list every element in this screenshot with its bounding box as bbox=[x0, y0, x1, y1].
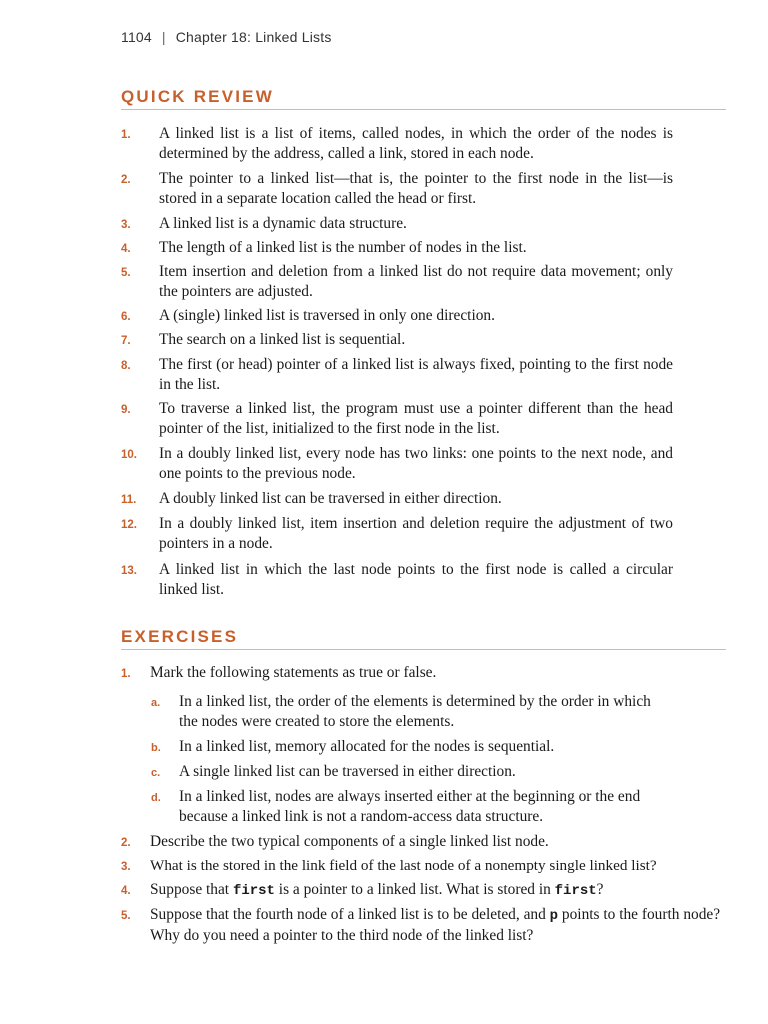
review-item bbox=[121, 262, 673, 302]
exercise-number: 5. bbox=[121, 910, 131, 922]
subitem-letter: d. bbox=[151, 792, 161, 804]
exercise-subitem bbox=[151, 787, 673, 827]
review-item-number: 6. bbox=[121, 311, 131, 323]
exercise-text bbox=[150, 905, 731, 946]
exercise-text: What is the stored in the link field of the last node of a nonempty single linked list? bbox=[150, 857, 657, 874]
exercises-heading: EXERCISES bbox=[121, 627, 239, 646]
code-first: first bbox=[232, 883, 275, 899]
exercise-text: Mark the following statements as true or false. bbox=[150, 664, 437, 681]
exercise-subitem bbox=[151, 737, 673, 757]
quick-review-heading: QUICK REVIEW bbox=[121, 87, 274, 106]
exercise-item bbox=[121, 663, 731, 683]
review-item-number: 10. bbox=[121, 449, 137, 461]
exercise-subitem bbox=[151, 762, 673, 782]
review-item-number: 1. bbox=[121, 129, 131, 141]
subitem-text: A single linked list can be traversed in either direction. bbox=[179, 763, 516, 780]
review-item bbox=[121, 306, 673, 326]
subitem-letter: b. bbox=[151, 742, 161, 754]
review-item-text: A linked list in which the last node points to the first node is called a circular linked list. bbox=[159, 561, 673, 598]
review-item-number: 2. bbox=[121, 174, 131, 186]
review-item-text: A doubly linked list can be traversed in either direction. bbox=[159, 490, 502, 507]
review-item-text: The first (or head) pointer of a linked list is always fixed, pointing to the first node in the list. bbox=[159, 356, 673, 393]
quick-review-rule bbox=[121, 109, 726, 110]
review-item-number: 3. bbox=[121, 219, 131, 231]
exercise-item bbox=[121, 905, 731, 946]
subitem-letter: a. bbox=[151, 697, 161, 709]
review-item-text: The pointer to a linked list—that is, the pointer to the first node in the list—is stored in a separate location called the head or first. bbox=[159, 170, 673, 207]
review-item-text: A linked list is a dynamic data structure. bbox=[159, 215, 407, 232]
review-item-text: To traverse a linked list, the program must use a pointer different than the head pointer of the list, initialized to the first node in the list. bbox=[159, 400, 673, 437]
exercise-number: 1. bbox=[121, 668, 131, 680]
code-p: p bbox=[549, 908, 559, 924]
text-run: Suppose that bbox=[150, 881, 233, 898]
review-item-text: In a doubly linked list, every node has two links: one points to the next node, and one points to the previous node. bbox=[159, 445, 673, 482]
review-item bbox=[121, 169, 673, 209]
exercise-text bbox=[150, 880, 731, 901]
review-item-number: 13. bbox=[121, 565, 137, 577]
review-item bbox=[121, 355, 673, 395]
text-run: Suppose that the fourth node of a linked list is to be deleted, and bbox=[150, 906, 550, 923]
review-item bbox=[121, 444, 673, 484]
review-item-number: 9. bbox=[121, 404, 131, 416]
review-item-number: 5. bbox=[121, 267, 131, 279]
review-item-text: The search on a linked list is sequential. bbox=[159, 331, 406, 348]
review-item-text: Item insertion and deletion from a linked list do not require data movement; only the pointers are adjusted. bbox=[159, 263, 673, 300]
review-item-number: 11. bbox=[121, 494, 137, 506]
exercise-text: Describe the two typical components of a single linked list node. bbox=[150, 833, 549, 850]
exercise-item bbox=[121, 856, 731, 876]
review-item bbox=[121, 214, 673, 234]
review-item-text: In a doubly linked list, item insertion and deletion require the adjustment of two pointers in a node. bbox=[159, 515, 673, 552]
chapter-title: Chapter 18: Linked Lists bbox=[175, 29, 332, 45]
subitem-letter: c. bbox=[151, 767, 161, 779]
review-item bbox=[121, 124, 673, 164]
review-item bbox=[121, 330, 673, 350]
exercise-item bbox=[121, 880, 731, 901]
exercise-number: 2. bbox=[121, 837, 131, 849]
header-separator: | bbox=[161, 29, 166, 45]
review-item-number: 4. bbox=[121, 243, 131, 255]
review-item bbox=[121, 238, 673, 258]
subitem-text: In a linked list, the order of the elements is determined by the order in which the nodes were created to store the elements. bbox=[179, 693, 651, 730]
review-item bbox=[121, 399, 673, 439]
page-number: 1104 bbox=[121, 29, 152, 45]
review-item-number: 8. bbox=[121, 360, 131, 372]
subitem-text: In a linked list, memory allocated for the nodes is sequential. bbox=[179, 738, 555, 755]
review-item-text: The length of a linked list is the number of nodes in the list. bbox=[159, 239, 527, 256]
exercise-subitem bbox=[151, 692, 673, 732]
text-run: points to the fourth node? Why do you need a pointer to the third node of the linked list? bbox=[150, 906, 721, 944]
review-item-text: A linked list is a list of items, called nodes, in which the order of the nodes is determined by the address, called a link, stored in each node. bbox=[159, 125, 673, 162]
text-run: is a pointer to a linked list. What is stored in bbox=[274, 881, 555, 898]
review-item-text: A (single) linked list is traversed in only one direction. bbox=[159, 307, 495, 324]
subitem-text: In a linked list, nodes are always inserted either at the beginning or the end because a linked link is not a random-access data structure. bbox=[179, 788, 641, 825]
review-item-number: 7. bbox=[121, 335, 131, 347]
running-head bbox=[121, 29, 332, 45]
exercise-item bbox=[121, 832, 731, 852]
exercise-number: 3. bbox=[121, 861, 131, 873]
text-run: ? bbox=[596, 881, 604, 898]
review-item bbox=[121, 489, 673, 509]
review-item-number: 12. bbox=[121, 519, 137, 531]
code-first: first bbox=[554, 883, 597, 899]
review-item bbox=[121, 560, 673, 600]
exercises-rule bbox=[121, 649, 726, 650]
review-item bbox=[121, 514, 673, 554]
exercise-number: 4. bbox=[121, 885, 131, 897]
